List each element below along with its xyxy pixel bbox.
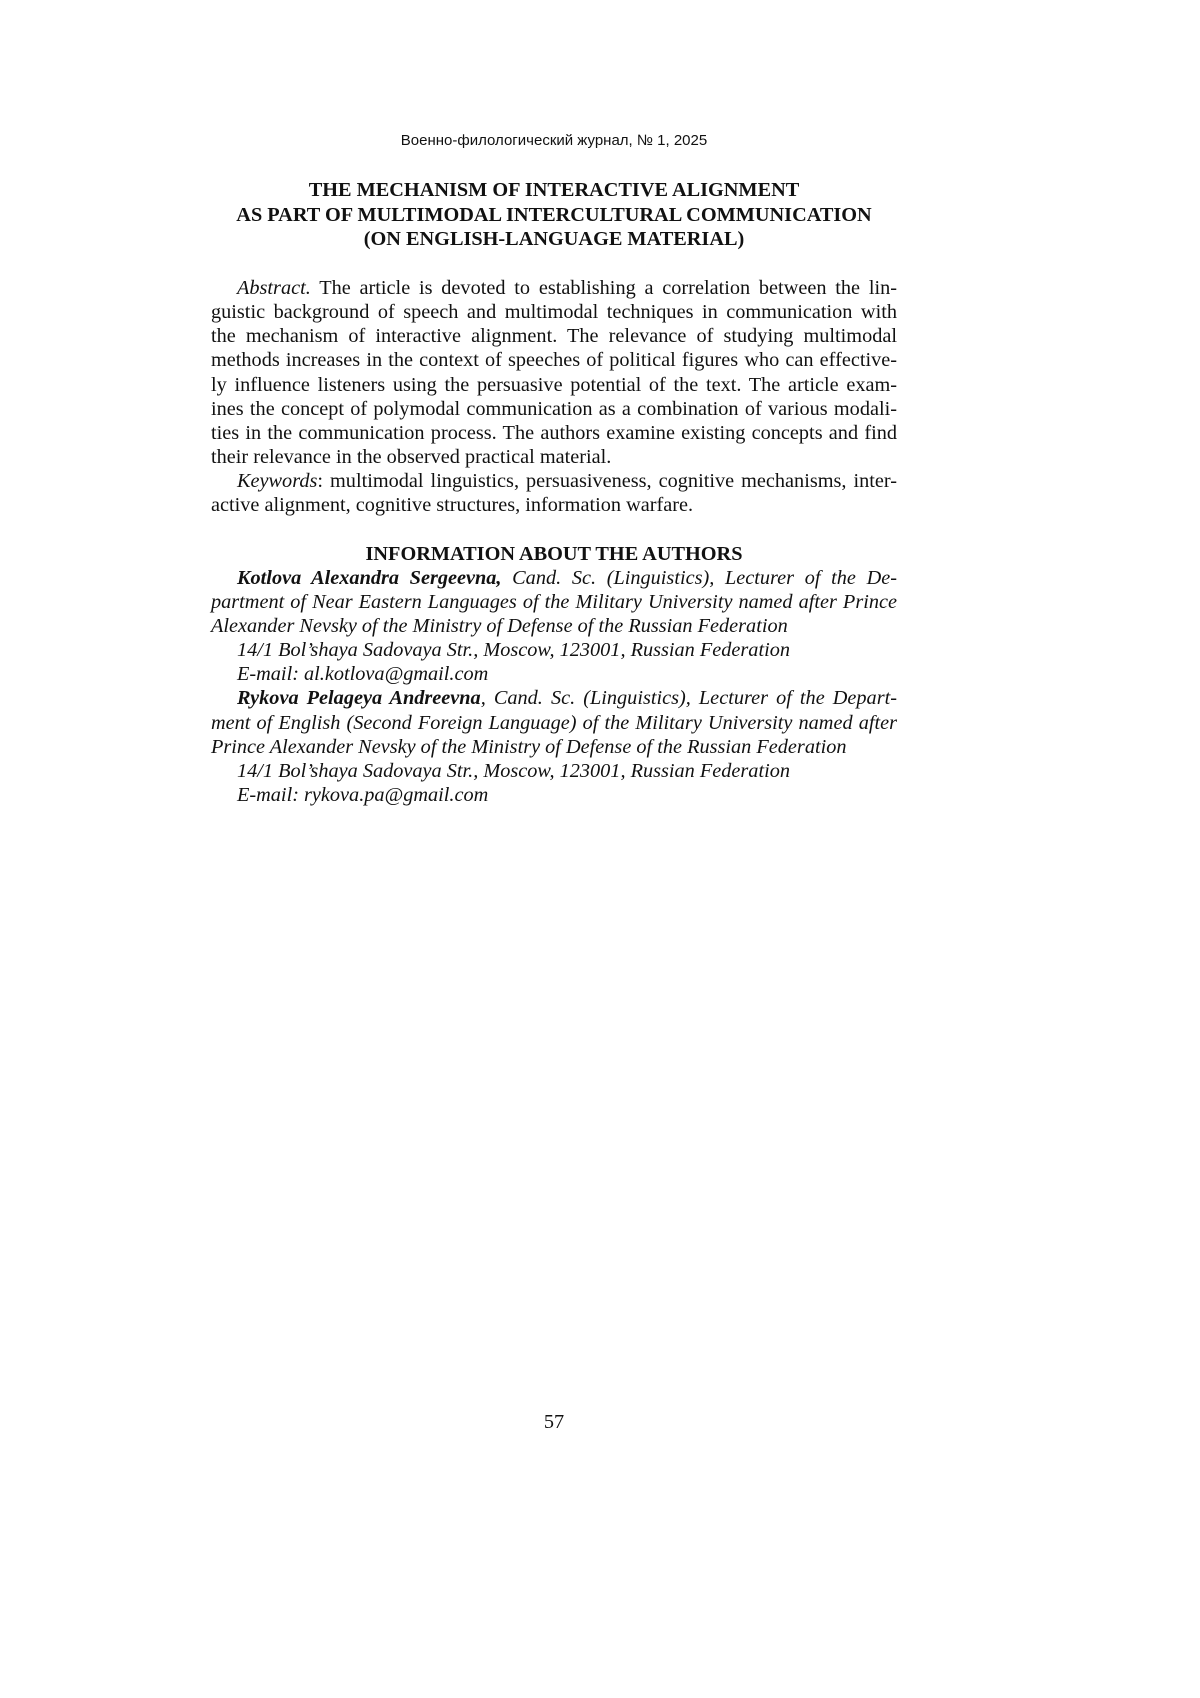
article-title bbox=[211, 178, 897, 252]
author-info-line: Alexander Nevsky of the Ministry of Defense of the Russian Federation bbox=[211, 614, 788, 637]
author-email: E-mail: rykova.pa@gmail.com bbox=[237, 783, 489, 806]
author-entry bbox=[211, 566, 897, 687]
abstract-line: ines the concept of polymodal communication as a combination of various modali- bbox=[211, 397, 897, 420]
author-name: Rykova Pelageya Andreevna bbox=[237, 687, 481, 710]
title-line: (ON ENGLISH-LANGUAGE MATERIAL) bbox=[363, 228, 745, 251]
abstract-line: methods increases in the context of speeches of political figures who can effective- bbox=[211, 349, 897, 372]
author-name: Kotlova Alexandra Sergeevna, bbox=[237, 566, 502, 589]
abstract-line: ties in the communication process. The authors examine existing concepts and find bbox=[211, 421, 897, 444]
journal-header: Военно-филологический журнал, № 1, 2025 bbox=[400, 132, 708, 149]
author-address: 14/1 Bol’shaya Sadovaya Str., Moscow, 123001, Russian Federation bbox=[237, 759, 790, 782]
article-body bbox=[211, 276, 897, 807]
abstract-line: the mechanism of interactive alignment. The relevance of studying multimodal bbox=[211, 325, 897, 348]
title-line: AS PART OF MULTIMODAL INTERCULTURAL COMMUNICATION bbox=[236, 203, 872, 226]
author-info-line: ment of English (Second Foreign Language) of the Military University named after bbox=[211, 711, 897, 734]
author-email: E-mail: al.kotlova@gmail.com bbox=[237, 663, 489, 686]
keywords-text: : multimodal linguistics, persuasiveness, cognitive mechanisms, inter- bbox=[317, 470, 897, 493]
abstract-line: ly influence listeners using the persuasive potential of the text. The article exam- bbox=[211, 373, 897, 396]
abstract bbox=[211, 276, 897, 469]
author-entry bbox=[211, 686, 897, 807]
abstract-line: guistic background of speech and multimodal techniques in communication with bbox=[211, 301, 897, 324]
author-info-line bbox=[211, 566, 897, 590]
title-line: THE MECHANISM OF INTERACTIVE ALIGNMENT bbox=[308, 179, 800, 201]
keywords-line bbox=[211, 469, 897, 493]
author-info-line bbox=[211, 686, 897, 710]
keywords-line: active alignment, cognitive structures, information warfare. bbox=[211, 494, 694, 517]
abstract-line: their relevance in the observed practical material. bbox=[211, 445, 612, 468]
abstract-label: Abstract. bbox=[237, 277, 311, 299]
author-credentials: , Cand. Sc. (Linguistics), Lecturer of the Depart- bbox=[480, 687, 897, 710]
author-address: 14/1 Bol’shaya Sadovaya Str., Moscow, 123001, Russian Federation bbox=[237, 639, 790, 662]
keywords-label: Keywords bbox=[237, 470, 318, 493]
abstract-text: The article is devoted to establishing a correlation between the lin- bbox=[310, 277, 897, 299]
section-gap bbox=[211, 517, 897, 541]
author-credentials: Cand. Sc. (Linguistics), Lecturer of the De- bbox=[501, 566, 897, 589]
abstract-line bbox=[211, 276, 897, 300]
keywords bbox=[211, 469, 897, 517]
author-info-line: Prince Alexander Nevsky of the Ministry of Defense of the Russian Federation bbox=[211, 735, 847, 758]
page-number: 57 bbox=[543, 1411, 565, 1433]
authors-heading: INFORMATION ABOUT THE AUTHORS bbox=[365, 542, 743, 565]
author-info-line: partment of Near Eastern Languages of the Military University named after Prince bbox=[211, 590, 897, 613]
